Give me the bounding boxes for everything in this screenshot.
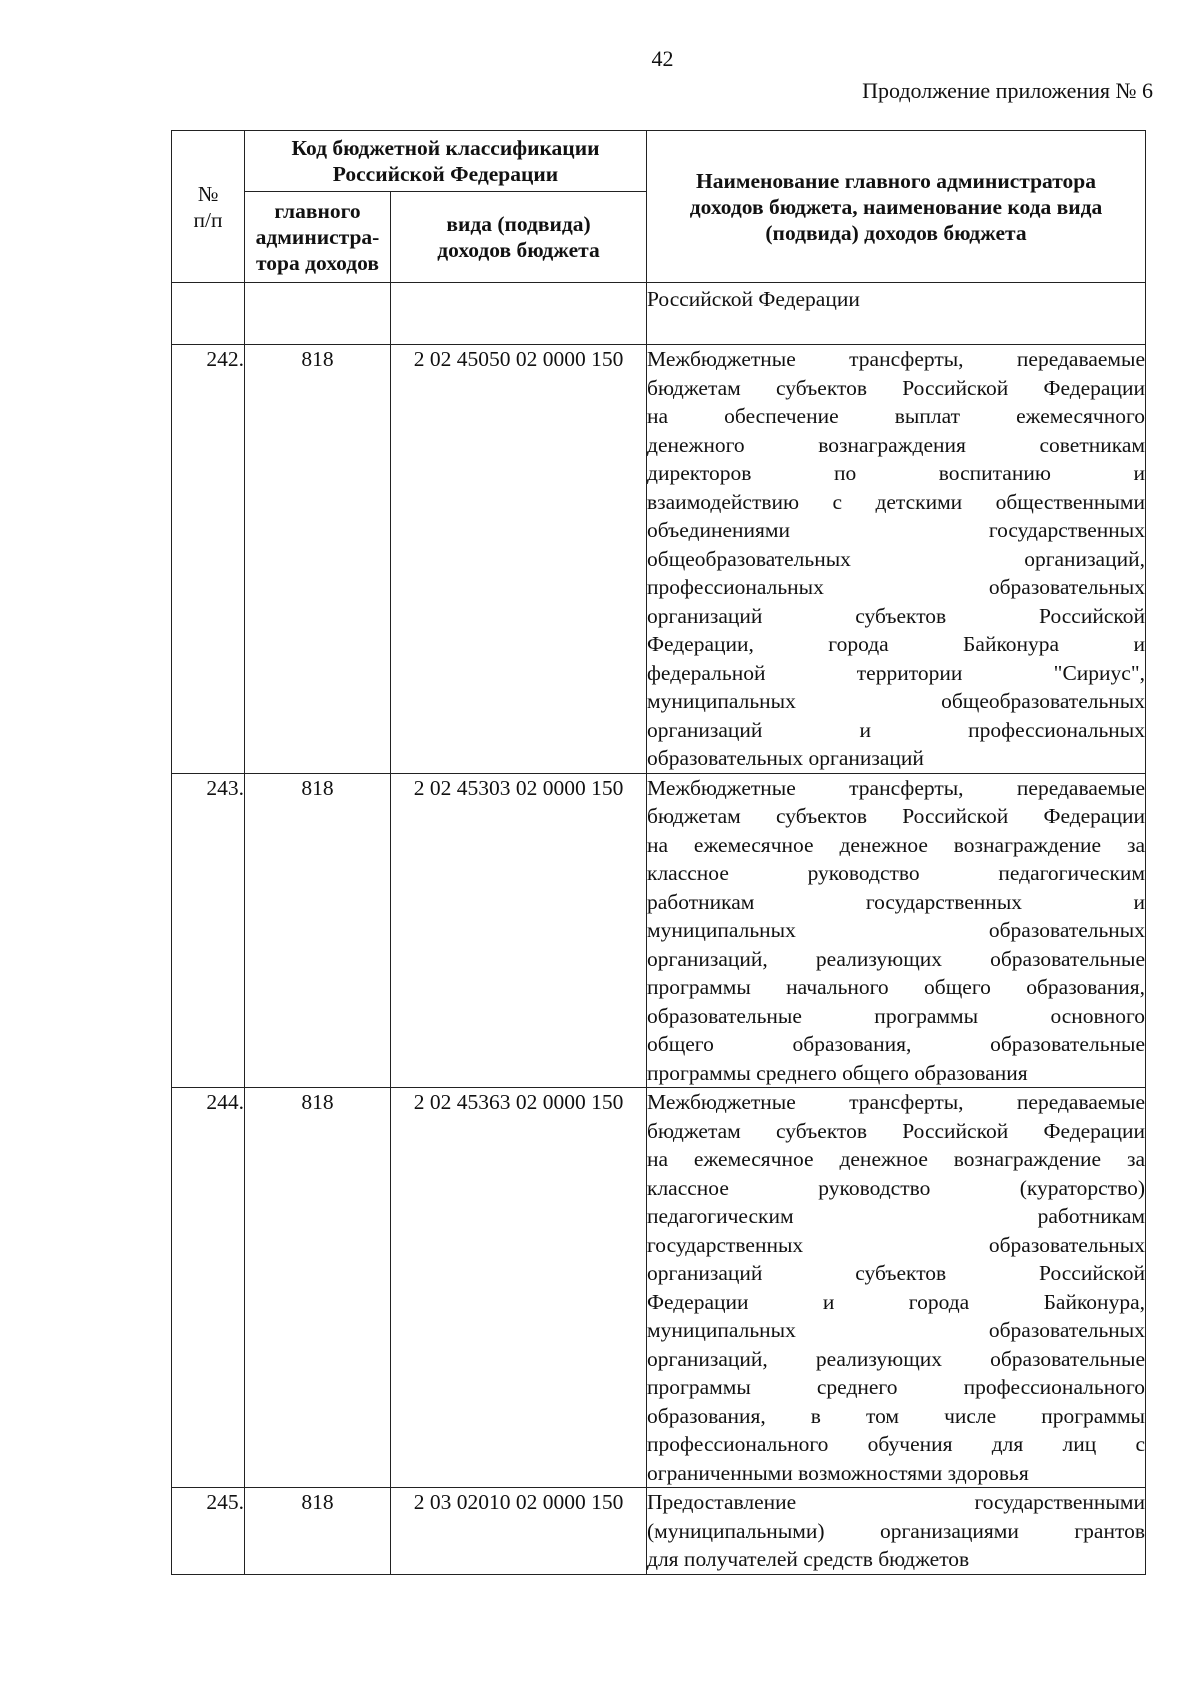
income-name-line: федеральной территории "Сириус", [647,660,1145,685]
row-income-name [647,1088,1146,1488]
income-name-line: бюджетам субъектов Российской Федерации [647,1118,1145,1143]
income-name-line: директоров по воспитанию и [647,461,1145,485]
table-row [172,1088,1146,1488]
income-name-line: муниципальных образовательных [647,1318,1145,1342]
income-name-line: денежного вознаграждения советникам [647,432,1145,457]
income-name-line: классное руководство (кураторство) [647,1175,1145,1200]
income-name-line: (муниципальными) организациями грантов [647,1518,1145,1543]
table-body [172,283,1146,1575]
header-kbk-group: Код бюджетной классификации Российской Федерации [245,131,647,192]
income-name-line: объединениями государственных [647,518,1145,542]
income-name-line: для получателей средств бюджетов [647,1547,970,1571]
income-name-line: организаций субъектов Российской [647,603,1145,628]
table-row [172,345,1146,774]
income-name-line: бюджетам субъектов Российской Федерации [647,804,1145,828]
income-name-line: работникам государственных и [647,889,1145,914]
header-number: № п/п [172,131,245,283]
income-name-line: на обеспечение выплат ежемесячного [647,404,1145,428]
income-name-line: профессионального обучения для лиц с [647,1432,1145,1456]
budget-classification-table [171,130,1146,1575]
income-name-line: программы среднего общего образования [647,1060,1028,1085]
header-administrator-code: главного администра-тора доходов [245,192,391,283]
row-number: 245. [172,1488,245,1575]
page-number: 42 [651,46,674,71]
row-income-code: 2 03 02010 02 0000 150 [391,1488,647,1575]
income-name-line: организаций субъектов Российской [647,1261,1145,1285]
row-administrator-code: 818 [245,773,391,1088]
header-administrator-name: Наименование главного администратора доходов бюджета, наименование кода вида (подвида) доходов бюджета [647,131,1146,283]
income-name-line: Межбюджетные трансферты, передаваемые [647,775,1145,800]
income-name-line: организаций и профессиональных [647,717,1145,742]
income-name-line: профессиональных образовательных [647,575,1145,599]
income-name-line: государственных образовательных [647,1232,1145,1257]
income-name-line: образовательных организаций [647,746,924,770]
row-income-name [647,773,1146,1088]
row-administrator-code: 818 [245,1488,391,1575]
row-number: 244. [172,1088,245,1488]
row-income-code: 2 02 45050 02 0000 150 [391,345,647,774]
income-name-line: общеобразовательных организаций, [647,546,1145,571]
row-income-name [647,283,1146,345]
income-name-line: образования, в том числе программы [647,1403,1145,1428]
income-name-line: образовательные программы основного [647,1003,1145,1028]
row-administrator-code: 818 [245,345,391,774]
income-name-line: педагогическим работникам [647,1204,1145,1228]
income-name-line: организаций, реализующих образовательные [647,946,1145,971]
row-administrator-code: 818 [245,1088,391,1488]
income-name-line: на ежемесячное денежное вознаграждение за [647,1147,1145,1171]
income-name-line: ограниченными возможностями здоровья [647,1460,1029,1485]
income-name-line: программы среднего профессионального [647,1375,1145,1399]
income-name-line: Предоставление государственными [647,1490,1145,1514]
table-row [172,773,1146,1088]
income-name-line: общего образования, образовательные [647,1032,1145,1056]
row-income-name [647,1488,1146,1575]
income-name-line: Межбюджетные трансферты, передаваемые [647,1090,1145,1114]
income-name-line: муниципальных общеобразовательных [647,689,1145,713]
income-name-line: Федерации, города Байконура и [647,632,1145,656]
income-name-line: Российской Федерации [647,287,860,311]
header-income-kind-code: вида (подвида) доходов бюджета [391,192,647,283]
income-name-line: Федерации и города Байконура, [647,1289,1145,1314]
income-name-line: муниципальных образовательных [647,918,1145,942]
row-income-code: 2 02 45363 02 0000 150 [391,1088,647,1488]
income-name-line: бюджетам субъектов Российской Федерации [647,375,1145,400]
row-income-code: 2 02 45303 02 0000 150 [391,773,647,1088]
income-name-line: организаций, реализующих образовательные [647,1346,1145,1371]
table-row [172,283,1146,345]
row-number [172,283,245,345]
table-row [172,1488,1146,1575]
appendix-continuation-label: Продолжение приложения № 6 [862,78,1153,103]
row-number: 242. [172,345,245,774]
income-name-line: программы начального общего образования, [647,975,1145,999]
row-income-name [647,345,1146,774]
row-number: 243. [172,773,245,1088]
income-name-line: Межбюджетные трансферты, передаваемые [647,347,1145,371]
income-name-line: на ежемесячное денежное вознаграждение за [647,832,1145,857]
row-income-code [391,283,647,345]
income-name-line: взаимодействию с детскими общественными [647,489,1145,514]
income-name-line: классное руководство педагогическим [647,861,1145,885]
row-administrator-code [245,283,391,345]
